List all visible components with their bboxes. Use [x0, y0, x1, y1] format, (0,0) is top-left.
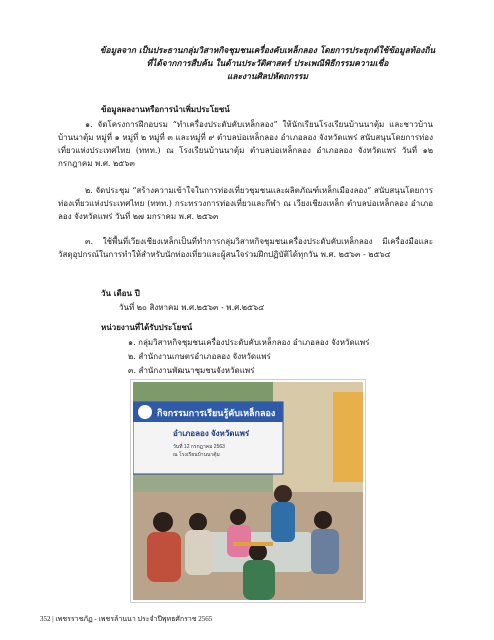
page-footer: 352 | เพชรราชภัฏ - เพชรล้านนา ประจำปีพุทธศักราช 2565	[40, 615, 213, 623]
usage-title: ข้อมูลผลงานหรือการนำเพิ่มประโยชน์	[101, 104, 230, 114]
photo-pillar	[333, 392, 363, 482]
intro-heading	[80, 44, 455, 83]
logo-icon	[138, 405, 152, 419]
agency-item-3: ๓. สำนักงานพัฒนาชุมชนจังหวัดแพร่	[128, 366, 255, 375]
activity-photo	[131, 380, 365, 602]
usage-item-2: ๒. จัดประชุม “สร้างความเข้าใจในการท่องเที่ยวชุมชนและผลิตภัณฑ์เหล็กเมืองลอง” สนับสนุนโดยการท่องเที่ยวแห่งประเทศไทย (ททท.) กระทรวงการท่องเที่ยวและกีฬา ณ เวียงเชียงเหล็ก ตำบลบ่อเหล็กลอง อำเภอลอง จังหวัดแพร่ วันที่ ๒๗ มกราคม พ.ศ. ๒๕๖๓	[58, 186, 433, 221]
dates-value: วันที่ ๒๐ สิงหาคม พ.ศ.๒๕๖๓ - พ.ศ.๒๕๖๔	[119, 303, 265, 312]
activity-photo-scene	[133, 382, 363, 600]
dates-title: วัน เดือน ปี	[101, 288, 140, 298]
photo-banner-sub: อำเภอลอง จังหวัดแพร่	[173, 429, 250, 438]
agency-item-1: ๑. กลุ่มวิสาหกิจชุมชนเครื่องประดับคับเหล็กลอง อำเภอลอง จังหวัดแพร่	[128, 338, 370, 347]
agencies-title: หน่วยงานที่ได้รับประโยชน์	[101, 322, 193, 332]
intro-heading-line3: และงานศิลปหัตถกรรม	[227, 71, 308, 81]
usage-item-3: ๓. ใช้พื้นที่เวียงเชียงเหล็กเป็นที่ทำการกลุ่มวิสาหกิจชุมชนเครื่องประดับคับเหล็กลอง มีเครื่องมือและวัสดุอุปกรณ์ในการทำให้สำหรับนักท่องเที่ยวและผู้สนใจร่วมฝึกปฏิบัติได้ทุกวัน พ.ศ. ๒๕๖๓ - ๒๕๖๔	[58, 237, 433, 259]
intro-heading-line2: ที่ได้จากการสืบค้น ในด้านประวัติศาสตร์ ประเพณีพิธีกรรมความเชื่อ	[146, 58, 389, 68]
photo-banner-title: กิจกรรมการเรียนรู้คับเหล็กลอง	[157, 408, 276, 418]
agency-item-2: ๒. สำนักงานเกษตรอำเภอลอง จังหวัดแพร่	[128, 352, 271, 361]
photo-banner-small: วันที่ 12 กรกฎาคม 2563	[173, 444, 225, 450]
intro-heading-line1: ข้อมูลจาก เป็นประธานกลุ่มวิสาหกิจชุมชนเครื่องคับเหล็กลอง โดยการประยุกต์ใช้ข้อมูลท้องถิ่น	[99, 45, 436, 55]
photo-workpiece	[233, 542, 273, 546]
photo-banner-small2: ณ โรงเรียนบ้านนาตุ้ม	[173, 452, 220, 458]
usage-item-1: ๑. จัดโครงการฝึกอบรม “ทำเครื่องประดับคับเหล็กลอง” ให้นักเรียนโรงเรียนบ้านนาตุ้ม และชาวบ้านบ้านนาตุ้ม หมู่ที่ ๑ หมู่ที่ ๒ หมู่ที่ ๓ และหมู่ที่ ๙ ตำบลบ่อเหล็กลอง อำเภอลอง จังหวัดแพร่ สนับสนุนโดยการท่องเที่ยวแห่งประเทศไทย (ททท.) ณ โรงเรียนบ้านนาตุ้ม ตำบลบ่อเหล็กลอง อำเภอลอง จังหวัดแพร่ วันที่ ๑๒ กรกฎาคม พ.ศ. ๒๕๖๓	[58, 120, 433, 168]
